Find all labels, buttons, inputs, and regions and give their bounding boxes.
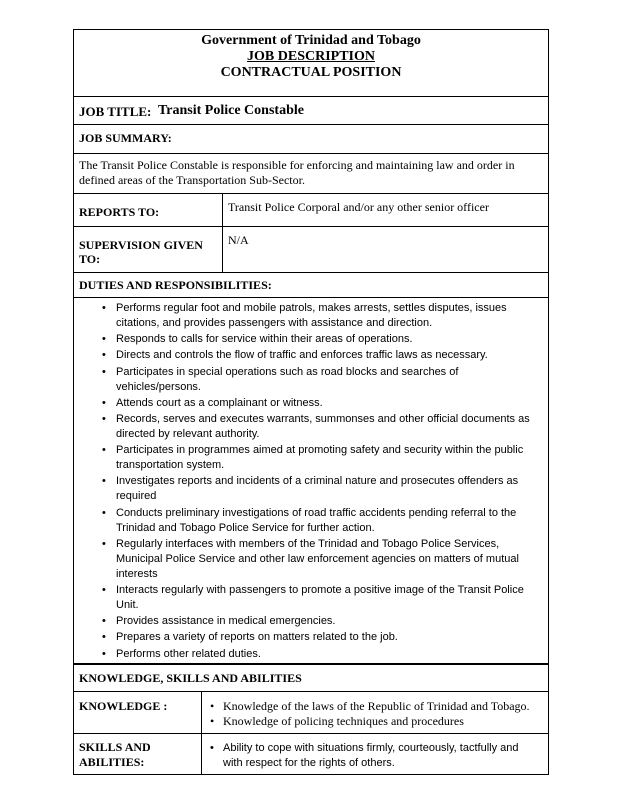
job-title-label: JOB TITLE: [79, 104, 152, 119]
skills-label: ABILITIES: [79, 755, 145, 769]
skills-item: Ability to cope with situations firmly, courteously, tactfully and [223, 742, 519, 754]
duty-item-line: interests [116, 567, 158, 580]
supervision-value: N/A [228, 233, 249, 247]
skills-item: with respect for the rights of others. [223, 757, 395, 769]
duty-item-line: Provides assistance in medical emergencies. [116, 615, 336, 628]
duty-bullet: • [102, 349, 106, 362]
position-type-heading: CONTRACTUAL POSITION [220, 65, 402, 80]
divider [74, 663, 548, 665]
divider [74, 193, 548, 194]
duty-item-line: Trinidad and Tobago Police Service for further action. [116, 521, 375, 534]
bullet: • [210, 699, 215, 713]
duties-list [74, 301, 550, 661]
divider [74, 297, 548, 298]
duty-item-line: Records, serves and executes warrants, summonses and other official documents as [116, 413, 530, 425]
org-heading: Government of Trinidad and Tobago [201, 33, 421, 48]
duty-bullet: • [102, 506, 106, 519]
duty-bullet: • [102, 302, 106, 314]
duty-bullet: • [102, 615, 106, 628]
duties-label: DUTIES AND RESPONSIBILITIES: [79, 278, 272, 292]
job-summary-line: defined areas of the Transportation Sub-Sector. [79, 173, 305, 187]
knowledge-item: Knowledge of the laws of the Republic of Trinidad and Tobago. [223, 699, 530, 713]
job-summary-label: JOB SUMMARY: [79, 131, 172, 145]
duty-item-line: Responds to calls for service within their areas of operations. [116, 333, 413, 346]
duty-item-line: Directs and controls the flow of traffic and enforces traffic laws as necessary. [116, 349, 488, 362]
duty-bullet: • [102, 631, 106, 644]
bullet: • [210, 742, 214, 754]
duty-item-line: Attends court as a complainant or witness. [116, 396, 323, 409]
duty-bullet: • [102, 584, 106, 596]
divider [74, 733, 548, 734]
divider [74, 124, 548, 125]
duty-bullet: • [102, 365, 106, 378]
duty-item-line: Municipal Police Service and other law enforcement agencies on matters of mutual [116, 552, 519, 565]
divider [74, 226, 548, 227]
duty-bullet: • [102, 537, 106, 550]
duty-item-line: vehicles/persons. [116, 380, 201, 393]
supervision-label: SUPERVISION GIVEN [79, 238, 203, 252]
duty-item-line: required [116, 490, 157, 503]
duty-bullet: • [102, 475, 106, 488]
duty-item-line: Participates in special operations such as road blocks and searches of [116, 365, 459, 378]
duty-bullet: • [102, 647, 106, 660]
job-description-table [73, 29, 549, 775]
duty-bullet: • [102, 396, 106, 409]
divider [74, 153, 548, 154]
duty-item-line: Performs other related duties. [116, 647, 261, 660]
duty-item-line: Interacts regularly with passengers to promote a positive image of the Transit Police [116, 584, 524, 596]
duty-item-line: Conducts preliminary investigations of road traffic accidents pending referral to the [116, 506, 517, 519]
duty-item-line: directed by relevant authority. [116, 428, 260, 440]
duty-item-line: Regularly interfaces with members of the Trinidad and Tobago Police Services, [116, 537, 500, 550]
duty-bullet: • [102, 333, 106, 346]
skills-label: SKILLS AND [79, 740, 151, 754]
divider [74, 96, 548, 97]
knowledge-item: Knowledge of policing techniques and procedures [223, 714, 464, 728]
column-divider [222, 193, 223, 272]
knowledge-label: KNOWLEDGE : [79, 699, 168, 713]
ksa-label: KNOWLEDGE, SKILLS AND ABILITIES [79, 671, 302, 685]
duty-bullet: • [102, 444, 106, 457]
duty-item-line: Unit. [116, 599, 139, 611]
duty-item-line: Investigates reports and incidents of a criminal nature and prosecutes offenders as [116, 475, 519, 488]
divider [74, 272, 548, 273]
bullet: • [210, 714, 215, 728]
duty-item-line: Prepares a variety of reports on matters related to the job. [116, 631, 398, 644]
reports-to-label: REPORTS TO: [79, 205, 160, 219]
divider [74, 691, 548, 692]
reports-to-value: Transit Police Corporal and/or any other senior officer [228, 200, 489, 214]
job-title-value: Transit Police Constable [158, 103, 304, 118]
job-summary-line: The Transit Police Constable is responsible for enforcing and maintaining law and order in [79, 158, 515, 172]
duty-bullet: • [102, 413, 106, 425]
supervision-label: TO: [79, 252, 101, 266]
duty-item-line: transportation system. [116, 459, 225, 472]
duty-item-line: Performs regular foot and mobile patrols, makes arrests, settles disputes, issues [116, 302, 507, 314]
doc-type-heading: JOB DESCRIPTION [247, 49, 375, 64]
duty-item-line: Participates in programmes aimed at promoting safety and security within the public [116, 444, 524, 457]
duty-item-line: citations, and provides passengers with assistance and direction. [116, 317, 433, 329]
